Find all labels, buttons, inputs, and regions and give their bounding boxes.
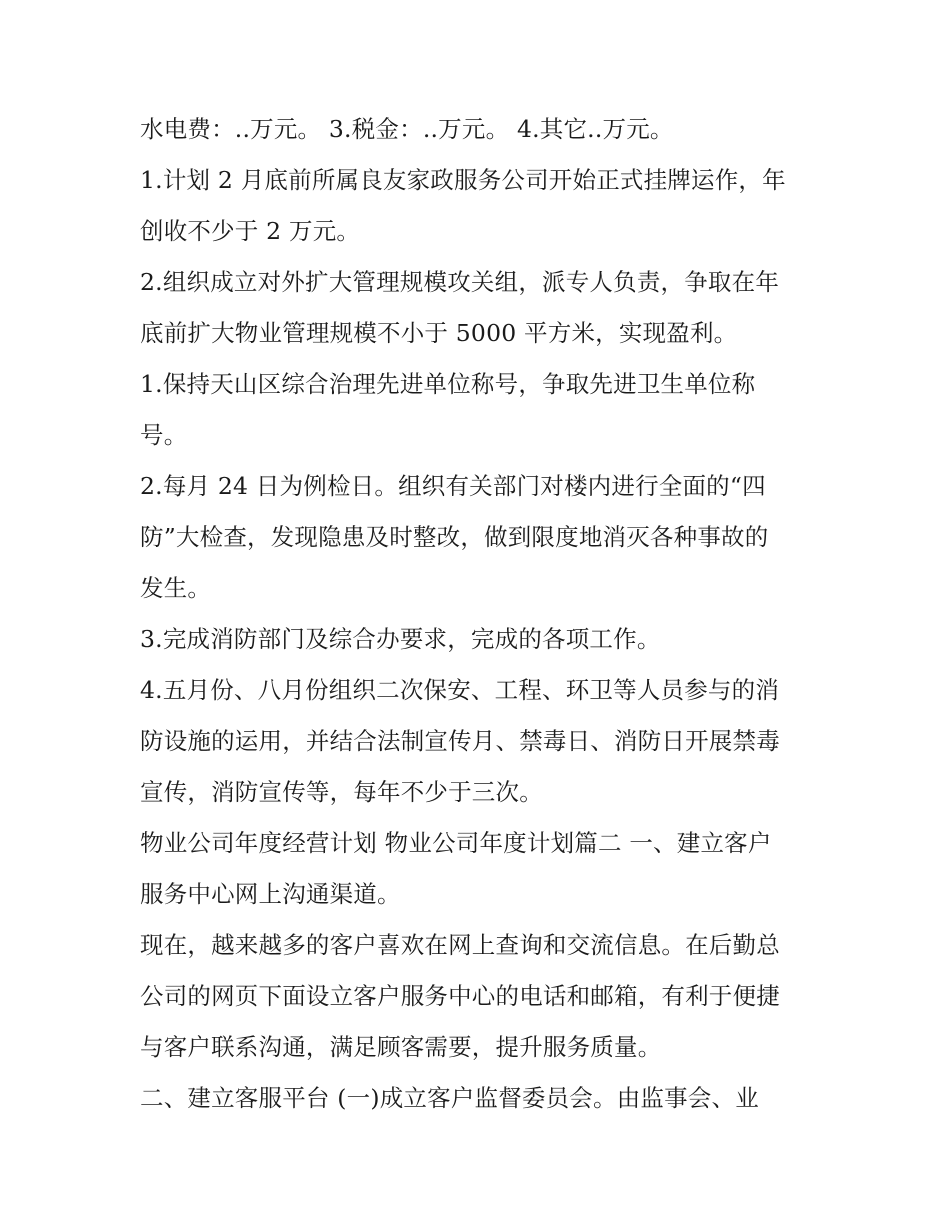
- text-line: 1.保持天山区综合治理先进单位称号，争取先进卫生单位称: [140, 370, 756, 398]
- text-line: 1.计划 2 月底前所属良友家政服务公司开始正式挂牌运作，年: [140, 166, 786, 194]
- text-line: 物业公司年度经营计划 物业公司年度计划篇二 一、建立客户: [140, 829, 772, 857]
- text-line: 2.每月 24 日为例检日。组织有关部门对楼内进行全面的“四: [140, 472, 766, 500]
- text-line: 4.五月份、八月份组织二次保安、工程、环卫等人员参与的消: [140, 676, 780, 704]
- text-line: 现在，越来越多的客户喜欢在网上查询和交流信息。在后勤总: [140, 931, 780, 959]
- text-line: 号。: [140, 421, 188, 449]
- text-line: 二、建立客服平台 (一)成立客户监督委员会。由监事会、业: [140, 1084, 759, 1112]
- text-line: 防设施的运用，并结合法制宣传月、禁毒日、消防日开展禁毒: [140, 727, 780, 755]
- text-line: 水电费：..万元。 3.税金：..万元。 4.其它..万元。: [140, 115, 674, 143]
- text-line: 底前扩大物业管理规模不小于 5000 平方米，实现盈利。: [140, 319, 738, 347]
- text-line: 防”大检查，发现隐患及时整改，做到限度地消灭各种事故的: [140, 523, 769, 551]
- text-line: 2.组织成立对外扩大管理规模攻关组，派专人负责，争取在年: [140, 268, 780, 296]
- text-line: 与客户联系沟通，满足顾客需要，提升服务质量。: [140, 1033, 662, 1061]
- text-line: 发生。: [140, 574, 212, 602]
- text-line: 3.完成消防部门及综合办要求，完成的各项工作。: [140, 625, 661, 653]
- text-line: 公司的网页下面设立客户服务中心的电话和邮箱，有利于便捷: [140, 982, 780, 1010]
- text-line: 服务中心网上沟通渠道。: [140, 880, 401, 908]
- document-body: [140, 104, 830, 1124]
- text-line: 宣传，消防宣传等，每年不少于三次。: [140, 778, 543, 806]
- text-line: 创收不少于 2 万元。: [140, 217, 361, 245]
